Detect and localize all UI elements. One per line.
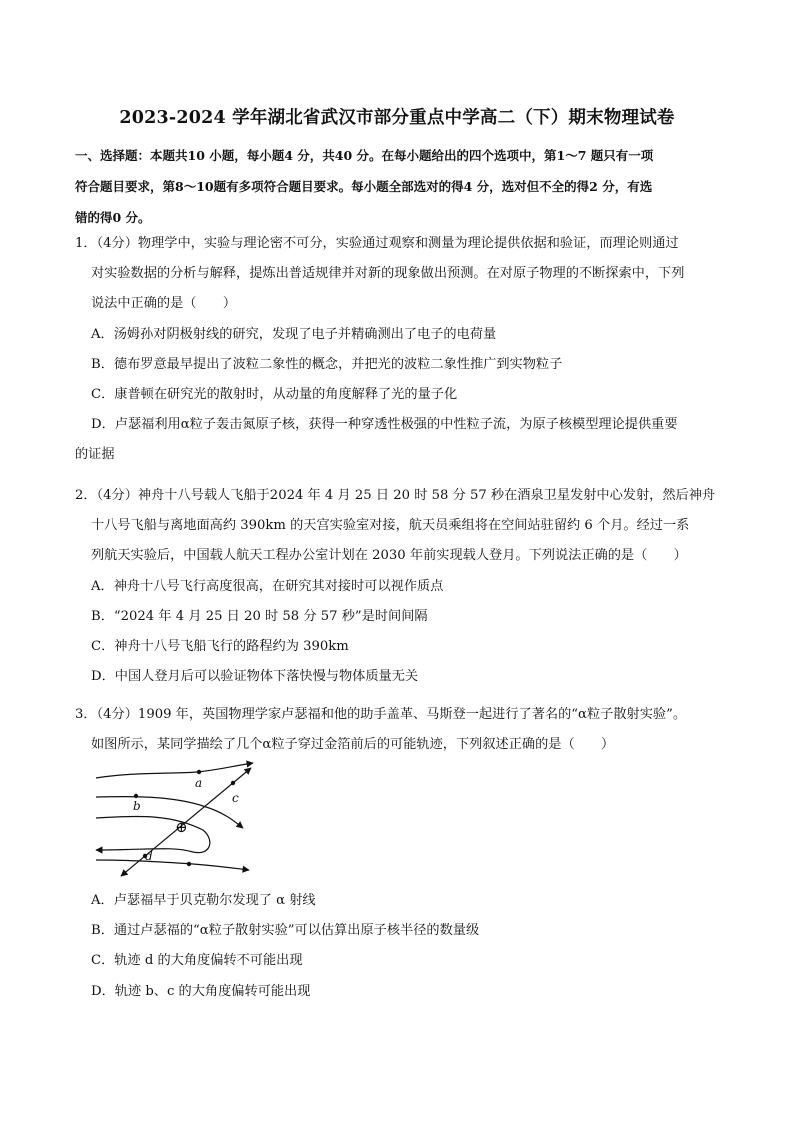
q1-option-d-continued: 的证据 bbox=[75, 447, 115, 463]
question-3-options bbox=[75, 886, 725, 1007]
label-c: c bbox=[232, 791, 239, 805]
nucleus-symbol: ⊕ bbox=[175, 818, 188, 836]
trajectory-backscatter bbox=[96, 816, 210, 852]
q3-option-a[interactable]: A．卢瑟福早于贝克勒尔发现了 α 射线 bbox=[91, 893, 316, 908]
q1-stem-line: 说法中正确的是（ ） bbox=[91, 296, 237, 312]
q3-option-d[interactable]: D．轨迹 b、c 的大角度偏转可能出现 bbox=[91, 983, 311, 999]
q2-option-b[interactable]: B．“2024 年 4 月 25 日 20 时 58 分 57 秒”是时间间隔 bbox=[91, 608, 428, 624]
q2-stem-line: 2．（4分）神舟十八号载人飞船于2024 年 4 月 25 日 20 时 58 分 57 秒在酒泉卫星发射中心发射，然后神舟 bbox=[75, 488, 716, 503]
q2-option-a[interactable]: A．神舟十八号飞行高度很高，在研究其对接时可以视作质点 bbox=[91, 578, 444, 594]
q1-option-a[interactable]: A．汤姆孙对阴极射线的研究，发现了电子并精确测出了电子的电荷量 bbox=[91, 326, 497, 342]
q3-stem-line: 如图所示，某同学描绘了几个α粒子穿过金箔前后的可能轨迹，下列叙述正确的是（ ） bbox=[91, 737, 615, 753]
q1-option-d[interactable]: D．卢瑟福利用α粒子轰击氮原子核，获得一种穿透性极强的中性粒子流，为原子核模型理论提供重要 bbox=[91, 417, 678, 433]
trajectory-bottom bbox=[96, 860, 249, 870]
instruction-line: 错的得0 分。 bbox=[75, 210, 151, 225]
point-c bbox=[231, 781, 235, 785]
q2-stem-line: 列航天实验后，中国载人航天工程办公室计划在 2030 年前实现载人登月。下列说法正确的是（ ） bbox=[91, 548, 687, 564]
q1-stem-line: 1．（4分）物理学中，实验与理论密不可分，实验通过观察和测量为理论提供依据和验证，而理论则通过 bbox=[75, 236, 679, 251]
q1-stem-line: 对实验数据的分析与解释，提炼出普适规律并对新的现象做出预测。在对原子物理的不断探索中，下列 bbox=[91, 266, 685, 282]
question-2 bbox=[75, 481, 725, 692]
page-title: 2023-2024 学年湖北省武汉市部分重点中学高二（下）期末物理试卷 bbox=[119, 108, 675, 128]
point-b bbox=[134, 794, 138, 798]
q2-option-d[interactable]: D．中国人登月后可以验证物体下落快慢与物体质量无关 bbox=[91, 669, 419, 685]
alpha-scattering-figure bbox=[93, 760, 263, 878]
trajectory-top bbox=[96, 763, 253, 778]
q3-option-c[interactable]: C．轨迹 d 的大角度偏转不可能出现 bbox=[91, 953, 303, 969]
question-3 bbox=[75, 700, 725, 760]
point-bottom bbox=[187, 862, 191, 866]
trajectory-b bbox=[96, 797, 243, 828]
instruction-line: 一、选择题：本题共10 小题，每小题4 分，共40 分。在每小题给出的四个选项中，第1～7 题只有一项 bbox=[75, 148, 654, 163]
q3-option-b[interactable]: B．通过卢瑟福的“α粒子散射实验”可以估算出原子核半径的数量级 bbox=[91, 923, 480, 939]
label-d: d bbox=[145, 849, 153, 863]
section-instructions bbox=[75, 140, 725, 233]
q3-stem-line: 3．（4分）1909 年，英国物理学家卢瑟福和他的助手盖革、马斯登一起进行了著名的“α粒子散射实验”。 bbox=[75, 707, 687, 722]
q1-option-c[interactable]: C．康普顿在研究光的散射时，从动量的角度解释了光的量子化 bbox=[91, 387, 458, 403]
instruction-line: 符合题目要求，第8～10题有多项符合题目要求。每小题全部选对的得4 分，选对但不全的得2 分，有选 bbox=[75, 179, 653, 194]
q2-option-c[interactable]: C．神舟十八号飞船飞行的路程约为 390km bbox=[91, 639, 349, 655]
q2-stem-line: 十八号飞船与离地面高约 390km 的天宫实验室对接，航天员乘组将在空间站驻留约 6 个月。经过一系 bbox=[91, 518, 690, 534]
label-a: a bbox=[195, 776, 203, 790]
label-b: b bbox=[133, 799, 141, 813]
question-1 bbox=[75, 229, 725, 471]
q1-option-b[interactable]: B．德布罗意最早提出了波粒二象性的概念，并把光的波粒二象性推广到实物粒子 bbox=[91, 356, 563, 372]
point-a bbox=[197, 770, 201, 774]
